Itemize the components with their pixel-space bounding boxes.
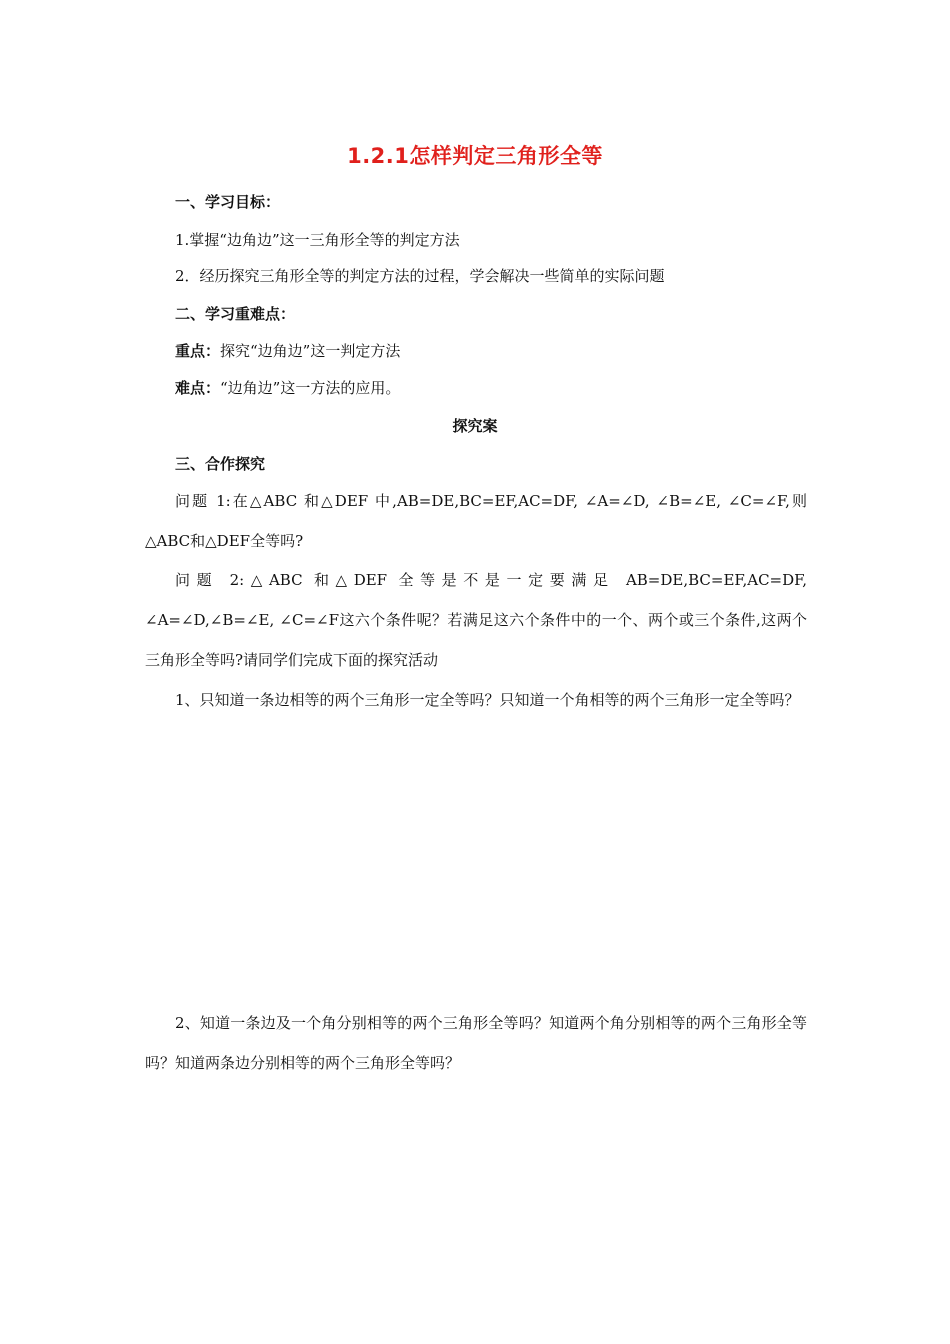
key-point-text: 探究“边角边”这一判定方法 (220, 342, 401, 360)
difficulty-text: “边角边”这一方法的应用。 (220, 379, 401, 397)
difficulty-label: 难点： (175, 379, 221, 397)
objective-item-1: 1.掌握“边角边”这一三角形全等的判定方法 (175, 231, 460, 249)
center-heading: 探究案 (452, 417, 498, 435)
key-point-line (175, 341, 400, 361)
question-2: 问题 2:△ABC 和△DEF 全等是不是一定要满足 AB=DE,BC=EF,AC=DF, ∠A=∠D,∠B=∠E, ∠C=∠F这六个条件呢？若满足这六个条件中的一个、两个或三个条件,这两个三角形全等吗?请同学们完成下面的探究活动 (145, 571, 807, 669)
objective-item-2: 2．经历探究三角形全等的判定方法的过程，学会解决一些简单的实际问题 (175, 267, 665, 285)
section-heading-cooperative-inquiry: 三、合作探究 (175, 455, 266, 473)
section-heading-key-points: 二、学习重难点： (175, 305, 296, 323)
activity-2: 2、知道一条边及一个角分别相等的两个三角形全等吗？知道两个角分别相等的两个三角形全等吗？知道两条边分别相等的两个三角形全等吗？ (145, 1014, 807, 1072)
section-heading-objectives: 一、学习目标： (175, 193, 281, 211)
difficulty-line (175, 378, 400, 398)
document-title: 1.2.1怎样判定三角形全等 (347, 144, 603, 168)
question-1: 问题 1:在△ABC 和△DEF 中,AB=DE,BC=EF,AC=DF, ∠A=∠D, ∠B=∠E, ∠C=∠F,则△ABC和△DEF全等吗? (145, 492, 807, 550)
key-point-label: 重点： (175, 342, 221, 360)
activity-1: 1、只知道一条边相等的两个三角形一定全等吗？只知道一个角相等的两个三角形一定全等吗？ (175, 691, 800, 709)
